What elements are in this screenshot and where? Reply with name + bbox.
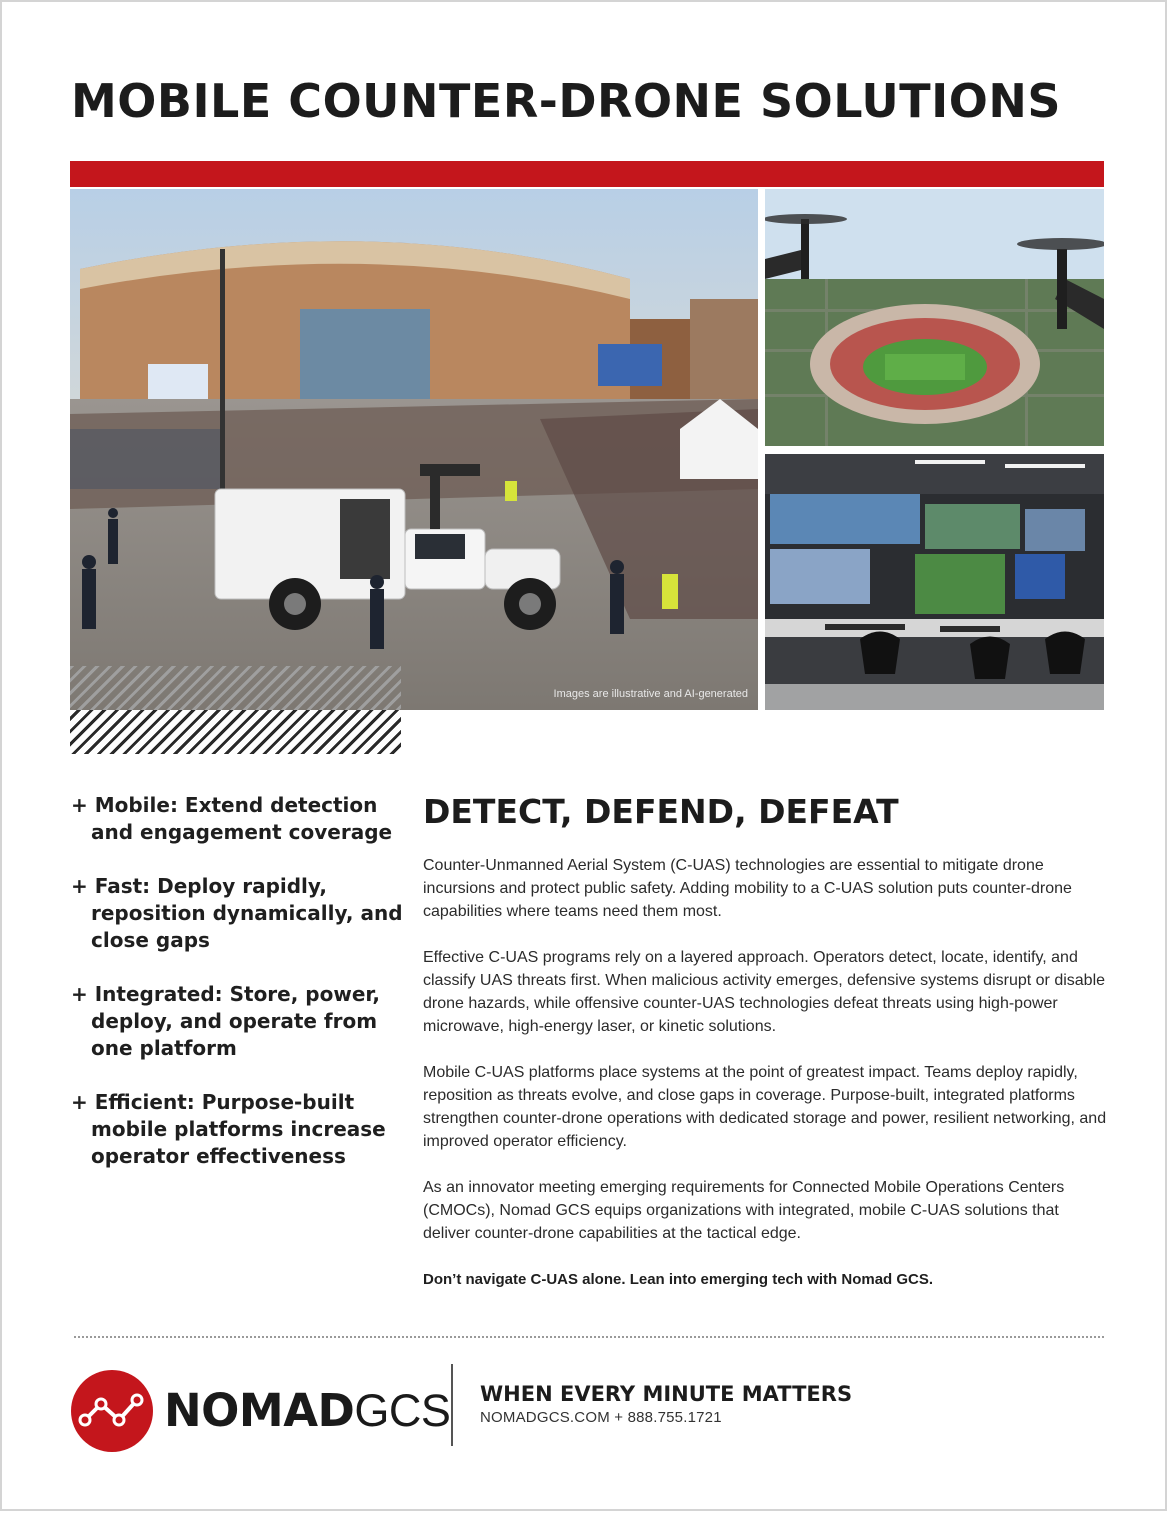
feature-item-efficient: + Efficient: Purpose-built mobile platforms increase operator effectiveness [71,1090,386,1168]
drone-aerial-photo [765,189,1104,446]
call-to-action: Don’t navigate C-UAS alone. Lean into emerging tech with Nomad GCS. [423,1271,934,1288]
body-paragraph-3: Mobile C-UAS platforms place systems at the point of greatest impact. Teams deploy rapidly, reposition as threats evolve, and close gaps in coverage. Purpose-built, integrated platforms strengthen counter-drone operations with dedicated storage and power, resilient networking, and improved operator efficiency. [423,1064,1107,1150]
feature-item-mobile: + Mobile: Extend detection and engagement coverage [71,793,393,844]
body-paragraph-4: As an innovator meeting emerging requirements for Connected Mobile Operations Centers (CMOCs), Nomad GCS equips organizations with integrated, mobile C-UAS solutions that deliver counter-drone capabilities at the tactical edge. [423,1179,1065,1242]
operations-center-illustration [765,454,1104,710]
photo-disclaimer: Images are illustrative and AI-generated [553,688,748,700]
nomad-logo-icon [71,1370,153,1452]
operations-center-photo [765,454,1104,710]
footer-vertical-divider [451,1364,453,1446]
logo-wordmark-light: GCS [354,1385,451,1436]
hatch-overlay [70,666,401,710]
footer-contact[interactable]: NOMADGCS.COM + 888.755.1721 [480,1409,722,1426]
page-title: MOBILE COUNTER-DRONE SOLUTIONS [71,74,1061,128]
body-paragraph-2: Effective C-UAS programs rely on a layered approach. Operators detect, locate, identify, and classify UAS threats first. When malicious activity emerges, defensive systems disrupt or disable drone hazards, while offensive counter-UAS technologies defeat threats using high-power microwave, high-energy laser, or kinetic solutions. [423,949,1106,1035]
stadium-crowd-illustration [70,189,758,710]
footer-tagline: WHEN EVERY MINUTE MATTERS [480,1382,853,1406]
body-text [423,854,1108,1314]
aerial-stadium-illustration [765,189,1104,446]
section-heading: DETECT, DEFEND, DEFEAT [423,792,899,831]
feature-item-fast: + Fast: Deploy rapidly, reposition dynamically, and close gaps [71,874,403,952]
feature-list [71,792,416,1197]
nomad-logo-wordmark [164,1384,450,1437]
feature-item-integrated: + Integrated: Store, power, deploy, and operate from one platform [71,982,380,1060]
main-photo [70,189,758,710]
accent-bar [70,161,1104,187]
body-paragraph-1: Counter-Unmanned Aerial System (C-UAS) technologies are essential to mitigate drone incursions and protect public safety. Adding mobility to a C-UAS solution puts counter-drone capabilities where teams need them most. [423,857,1072,920]
logo-wordmark-bold: NOMAD [164,1384,355,1437]
footer-divider [74,1336,1104,1338]
